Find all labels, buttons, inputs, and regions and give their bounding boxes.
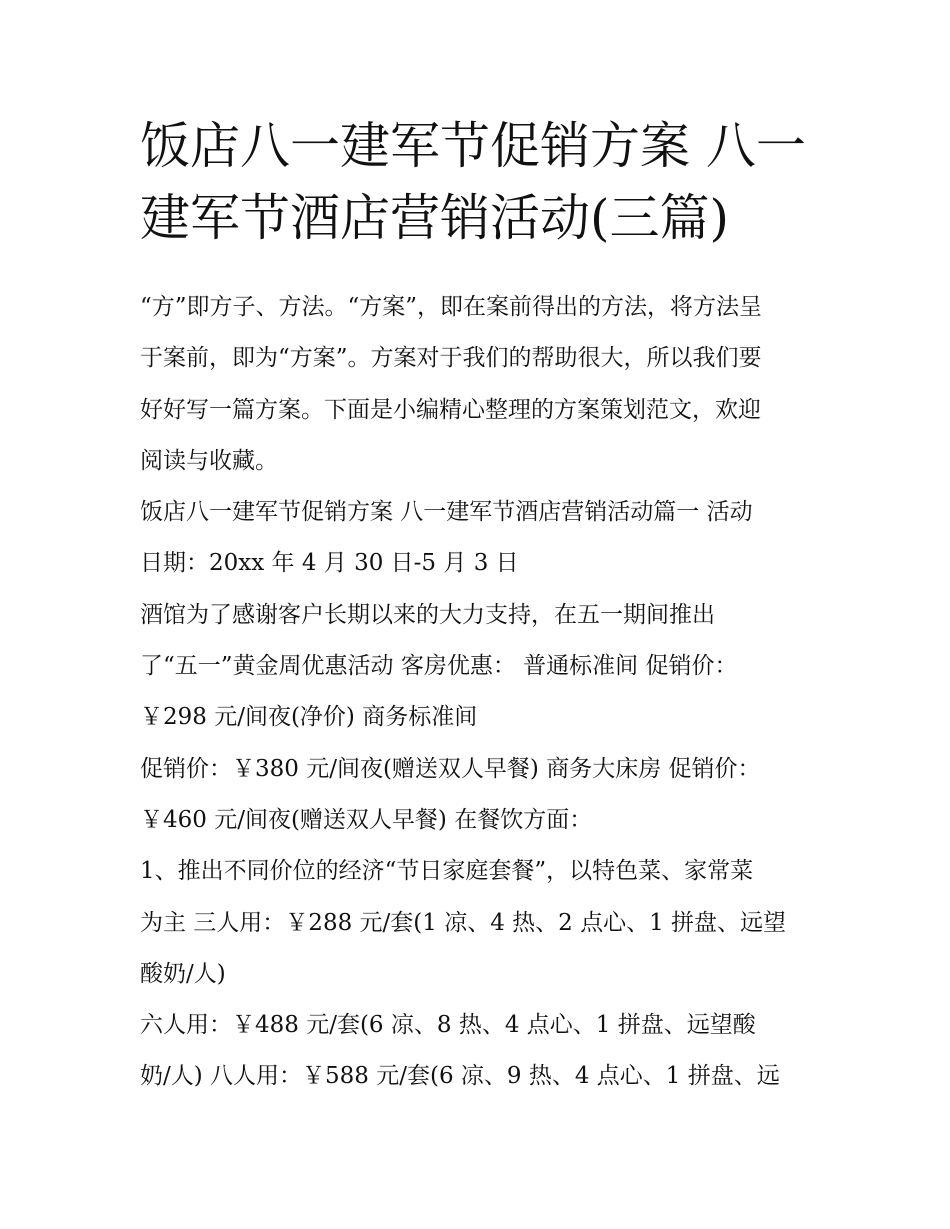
title-line: 建军节酒店营销活动(三篇) — [140, 189, 730, 247]
body-line: 促销价：￥380 元/间夜(赠送双人早餐) 商务大床房 促销价： — [140, 755, 761, 782]
body-line: ￥460 元/间夜(赠送双人早餐) 在餐饮方面： — [140, 806, 593, 833]
body-line: ￥298 元/间夜(净价) 商务标准间 — [140, 704, 478, 731]
document-body — [140, 282, 830, 1103]
body-line: 奶/人) 八人用：￥588 元/套(6 凉、9 热、4 点心、1 拼盘、远 — [140, 1063, 780, 1090]
body-line: 于案前，即为“方案”。方案对于我们的帮助很大，所以我们要 — [140, 345, 762, 372]
document-title — [140, 110, 820, 254]
body-line: 六人用：￥488 元/套(6 凉、8 热、4 点心、1 拼盘、远望酸 — [140, 1012, 756, 1039]
body-line: “方”即方子、方法。“方案”，即在案前得出的方法，将方法呈 — [140, 294, 763, 320]
body-line: 日期：20xx 年 4 月 30 日-5 月 3 日 — [140, 550, 519, 577]
body-line: 为主 三人用：￥288 元/套(1 凉、4 热、2 点心、1 拼盘、远望 — [140, 909, 787, 936]
body-line: 饭店八一建军节促销方案 八一建军节酒店营销活动篇一 活动 — [140, 499, 753, 526]
body-line: 好好写一篇方案。下面是小编精心整理的方案策划范文，欢迎 — [140, 396, 761, 423]
body-line: 了“五一”黄金周优惠活动 客房优惠： 普通标准间 促销价： — [140, 653, 738, 680]
body-line: 酒馆为了感谢客户长期以来的大力支持，在五一期间推出 — [140, 601, 715, 628]
body-line: 1、推出不同价位的经济“节日家庭套餐”，以特色菜、家常菜 — [140, 858, 754, 885]
body-line: 酸奶/人) — [140, 960, 226, 987]
body-line: 阅读与收藏。 — [140, 447, 278, 474]
title-line: 饭店八一建军节促销方案 八一 — [140, 117, 806, 175]
